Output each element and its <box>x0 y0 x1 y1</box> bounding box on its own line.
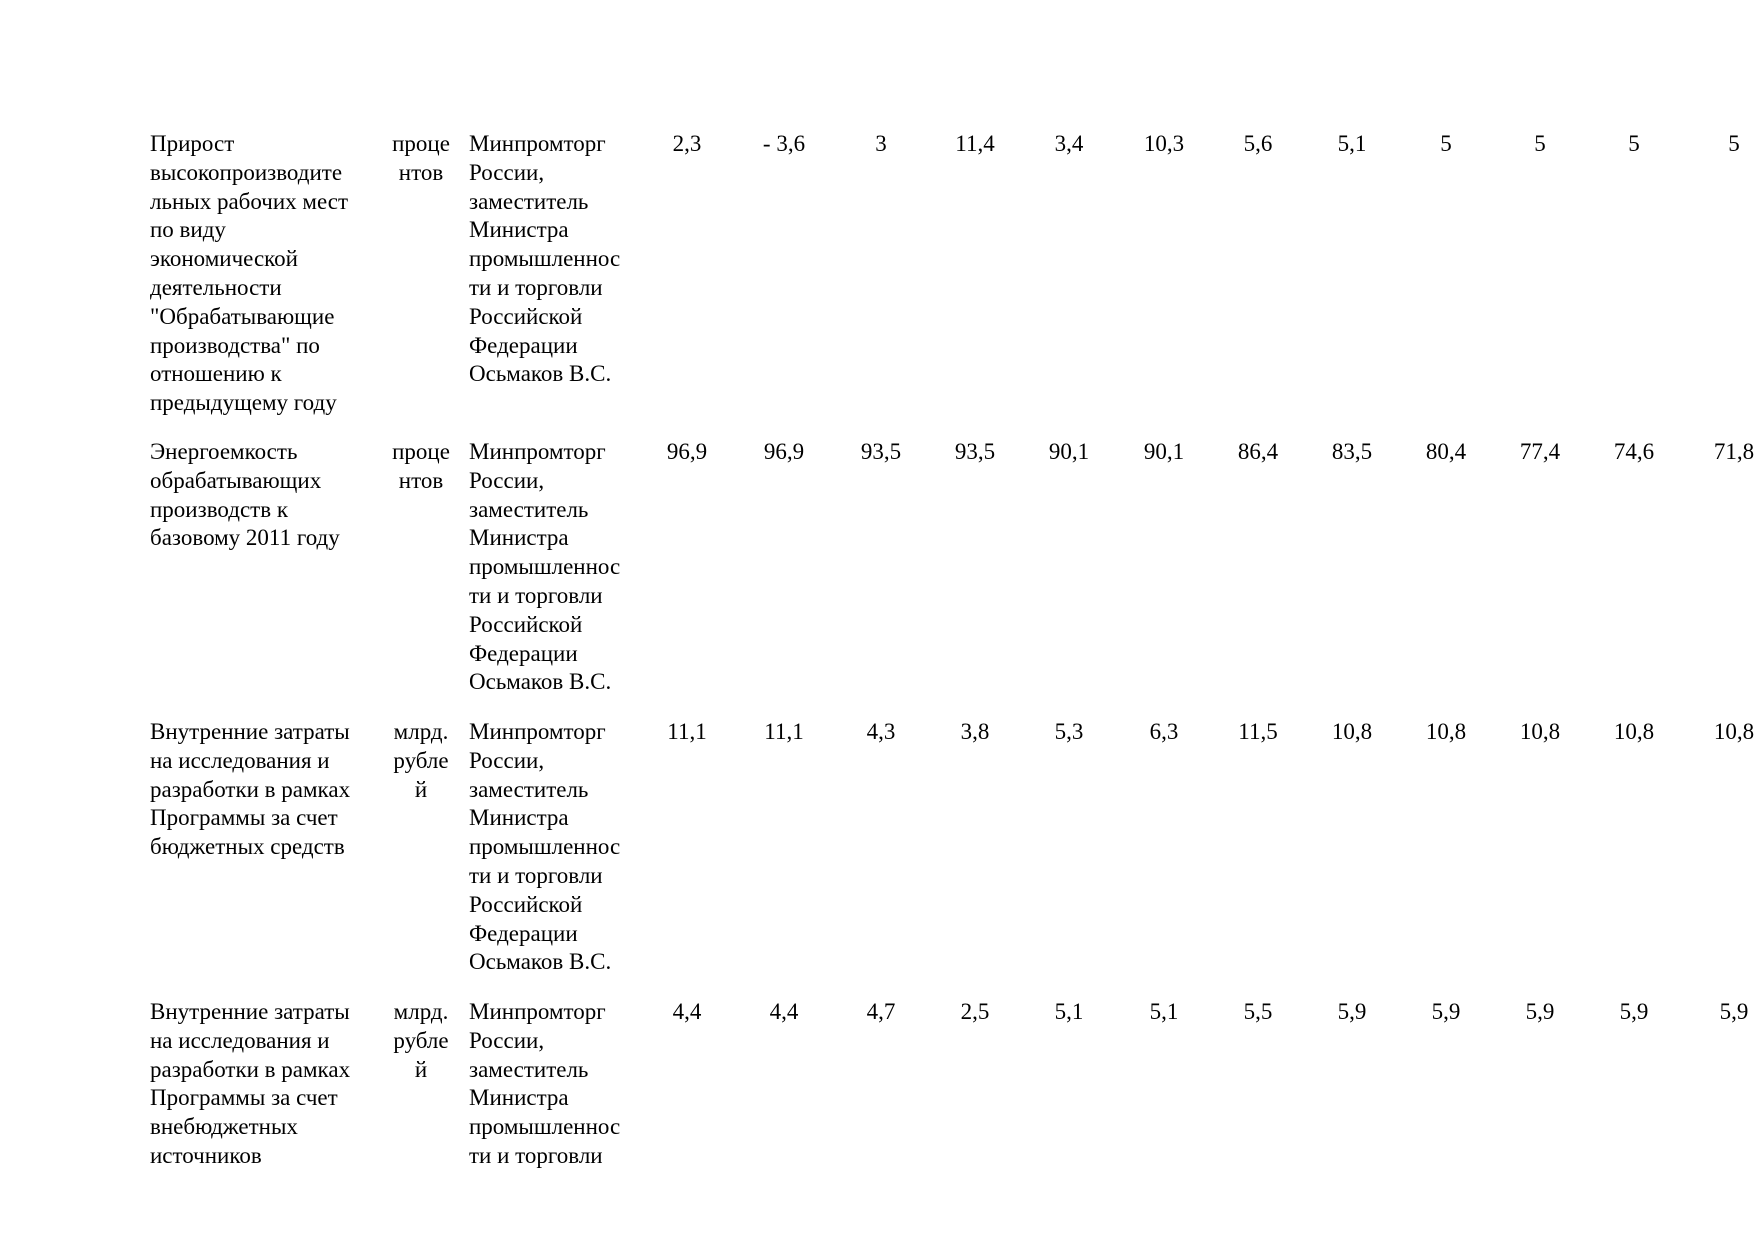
value-cell: - 3,6 <box>762 131 806 156</box>
value-cell: 5,1 <box>1054 999 1084 1024</box>
unit-of-measure: проце нтов <box>392 131 450 185</box>
value-cell: 4,3 <box>866 719 896 744</box>
value-cell: 10,8 <box>1613 719 1655 744</box>
value-cell: 80,4 <box>1425 439 1467 464</box>
indicator-name: Внутренние затраты на исследования и разработки в рамках Программы за счет бюджетных средств <box>150 719 351 860</box>
value-cell: 5,9 <box>1337 999 1367 1024</box>
responsible-executor: Минпромторг России, заместитель Министра промышленнос ти и торговли Российской Федерации Осьмаков В.С. <box>469 719 621 975</box>
value-cell: 77,4 <box>1519 439 1561 464</box>
value-cell: 4,4 <box>769 999 799 1024</box>
value-cell: 96,9 <box>763 439 805 464</box>
responsible-executor: Минпромторг России, заместитель Министра промышленнос ти и торговли <box>469 999 621 1168</box>
value-cell: 71,8 <box>1713 439 1754 464</box>
value-cell: 11,5 <box>1238 719 1278 744</box>
value-cell: 83,5 <box>1331 439 1373 464</box>
value-cell: 5 <box>1534 131 1546 156</box>
value-cell: 74,6 <box>1613 439 1655 464</box>
value-cell: 3,4 <box>1054 131 1084 156</box>
value-cell: 11,1 <box>764 719 804 744</box>
value-cell: 5 <box>1440 131 1452 156</box>
value-cell: 3,8 <box>960 719 990 744</box>
indicator-name: Внутренние затраты на исследования и разработки в рамках Программы за счет внебюджетных источников <box>150 999 351 1168</box>
value-cell: 5,9 <box>1619 999 1649 1024</box>
value-cell: 5 <box>1728 131 1740 156</box>
value-cell: 4,7 <box>866 999 896 1024</box>
value-cell: 6,3 <box>1149 719 1179 744</box>
value-cell: 5,5 <box>1243 999 1273 1024</box>
value-cell: 10,8 <box>1519 719 1561 744</box>
value-cell: 11,1 <box>667 719 707 744</box>
value-cell: 10,8 <box>1331 719 1373 744</box>
value-cell: 5,1 <box>1337 131 1367 156</box>
unit-of-measure: млрд. рубле й <box>393 719 449 802</box>
value-cell: 5,9 <box>1525 999 1555 1024</box>
value-cell: 86,4 <box>1237 439 1279 464</box>
value-cell: 2,5 <box>960 999 990 1024</box>
indicator-name: Прирост высокопроизводите льных рабочих мест по виду экономической деятельности "Обрабатывающие производства" по отношению к предыдущему году <box>150 131 349 416</box>
value-cell: 10,3 <box>1143 131 1185 156</box>
value-cell: 5,6 <box>1243 131 1273 156</box>
responsible-executor: Минпромторг России, заместитель Министра промышленнос ти и торговли Российской Федерации Осьмаков В.С. <box>469 131 621 387</box>
value-cell: 3 <box>875 131 887 156</box>
responsible-executor: Минпромторг России, заместитель Министра промышленнос ти и торговли Российской Федерации Осьмаков В.С. <box>469 439 621 695</box>
indicator-name: Энергоемкость обрабатывающих производств к базовому 2011 году <box>150 439 340 551</box>
value-cell: 5,9 <box>1431 999 1461 1024</box>
value-cell: 5,3 <box>1054 719 1084 744</box>
value-cell: 11,4 <box>955 131 995 156</box>
value-cell: 10,8 <box>1713 719 1754 744</box>
value-cell: 5,1 <box>1149 999 1179 1024</box>
value-cell: 10,8 <box>1425 719 1467 744</box>
value-cell: 5 <box>1628 131 1640 156</box>
value-cell: 90,1 <box>1143 439 1185 464</box>
unit-of-measure: проце нтов <box>392 439 450 493</box>
unit-of-measure: млрд. рубле й <box>393 999 449 1082</box>
value-cell: 2,3 <box>672 131 702 156</box>
value-cell: 93,5 <box>954 439 996 464</box>
value-cell: 4,4 <box>672 999 702 1024</box>
value-cell: 93,5 <box>860 439 902 464</box>
value-cell: 96,9 <box>666 439 708 464</box>
value-cell: 5,9 <box>1719 999 1749 1024</box>
value-cell: 90,1 <box>1048 439 1090 464</box>
